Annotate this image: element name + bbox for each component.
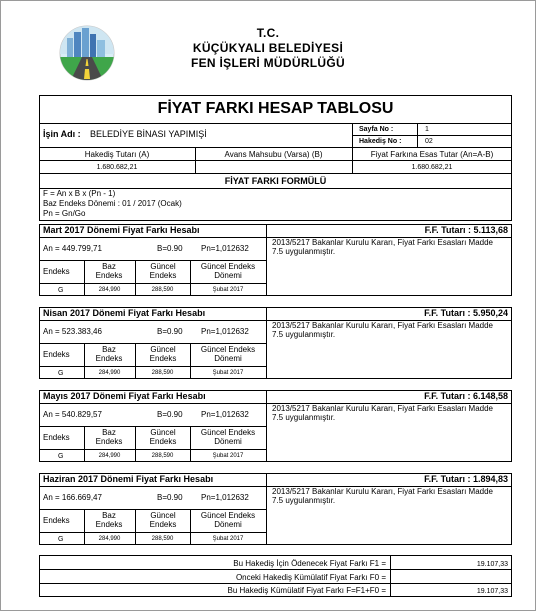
esas-tutar-value: 1.680.682,21 [411, 164, 453, 171]
col-guncel-endeks: Güncel Endeks [149, 511, 177, 529]
guncel-endeks-value: 288,590 [151, 287, 174, 293]
col-endeks: Endeks [43, 433, 70, 442]
page-title: FİYAT FARKI HESAP TABLOSU [157, 100, 394, 117]
col-baz-endeks: Baz Endeks [95, 428, 123, 446]
avans-mahsubu-label: Avans Mahsubu (Varsa) (B) [224, 150, 323, 159]
col-guncel-endeks: Güncel Endeks [149, 262, 177, 280]
col-guncel-endeks: Güncel Endeks [149, 345, 177, 363]
period-title: Nisan 2017 Dönemi Fiyat Farkı Hesabı [43, 308, 206, 318]
period-note: 2013/5217 Bakanlar Kurulu Kararı, Fiyat Farkı Esasları Madde 7.5 uygulanmıştır. [272, 404, 493, 422]
guncel-donem-value: Şubat 2017 [212, 370, 244, 376]
esas-tutar-label: Fiyat Farkına Esas Tutar (An=A-B) [370, 150, 494, 159]
baz-endeks-value: 284,990 [98, 536, 121, 542]
period-b-value: B=0.90 [157, 493, 183, 502]
col-baz-endeks: Baz Endeks [95, 345, 123, 363]
formula-line1: F = An x B x (Pn - 1) [43, 189, 116, 198]
guncel-endeks-value: 288,590 [151, 370, 174, 376]
col-endeks: Endeks [43, 516, 70, 525]
period-note: 2013/5217 Bakanlar Kurulu Kararı, Fiyat Farkı Esasları Madde 7.5 uygulanmıştır. [272, 238, 493, 256]
baz-endeks-value: 284,990 [98, 370, 121, 376]
guncel-donem-value: Şubat 2017 [212, 536, 244, 542]
page-number-value: 1 [425, 126, 429, 133]
guncel-donem-value: Şubat 2017 [212, 453, 244, 459]
period-ff-amount: F.F. Tutarı : 5.950,24 [424, 308, 508, 318]
period-ff-amount: F.F. Tutarı : 1.894,83 [424, 474, 508, 484]
period-an-value: An = 540.829,57 [43, 410, 102, 419]
period-title: Haziran 2017 Dönemi Fiyat Farkı Hesabı [43, 474, 214, 484]
col-guncel-donemi: Güncel Endeks Dönemi [200, 262, 256, 280]
col-endeks: Endeks [43, 267, 70, 276]
period-ff-amount: F.F. Tutarı : 5.113,68 [424, 225, 508, 235]
col-baz-endeks: Baz Endeks [95, 262, 123, 280]
period-title: Mayıs 2017 Dönemi Fiyat Farkı Hesabı [43, 391, 206, 401]
formula-title: FİYAT FARKI FORMÜLÜ [224, 176, 327, 186]
col-endeks: Endeks [43, 350, 70, 359]
col-baz-endeks: Baz Endeks [95, 511, 123, 529]
job-label: İşin Adı : [43, 129, 81, 139]
col-guncel-endeks: Güncel Endeks [149, 428, 177, 446]
period-an-value: An = 523.383,46 [43, 327, 102, 336]
guncel-endeks-value: 288,590 [151, 536, 174, 542]
progress-number-value: 02 [425, 138, 433, 145]
header-line3: FEN İŞLERİ MÜDÜRLÜĞÜ [191, 56, 345, 70]
period-b-value: B=0.90 [157, 244, 183, 253]
formula-line3: Pn = Gn/Go [43, 209, 86, 218]
row-g-label: G [58, 453, 64, 460]
header-line1: T.C. [256, 26, 280, 40]
total-f0-label: Onceki Hakediş Kümülatif Fiyat Farkı F0 = [235, 573, 386, 582]
hakedis-tutari-value: 1.680.682,21 [96, 164, 138, 171]
period-pn-value: Pn=1,012632 [201, 493, 249, 502]
guncel-donem-value: Şubat 2017 [212, 287, 244, 293]
baz-endeks-value: 284,990 [98, 287, 121, 293]
row-g-label: G [58, 370, 64, 377]
col-guncel-donemi: Güncel Endeks Dönemi [200, 511, 256, 529]
col-guncel-donemi: Güncel Endeks Dönemi [200, 428, 256, 446]
hakedis-tutari-label: Hakediş Tutarı (A) [84, 150, 150, 159]
total-f-label: Bu Hakediş Kümülatif Fiyat Farkı F=F1+F0 = [227, 586, 386, 595]
total-f1-value: 19.107,33 [476, 561, 508, 568]
period-title: Mart 2017 Dönemi Fiyat Farkı Hesabı [43, 225, 200, 235]
guncel-endeks-value: 288,590 [151, 453, 174, 459]
total-f1-label: Bu Hakediş İçin Ödenecek Fiyat Farkı F1 = [233, 559, 386, 568]
row-g-label: G [58, 287, 64, 294]
period-pn-value: Pn=1,012632 [201, 327, 249, 336]
period-pn-value: Pn=1,012632 [201, 244, 249, 253]
period-b-value: B=0.90 [157, 327, 183, 336]
job-name: BELEDİYE BİNASI YAPIMIŞİ [90, 129, 207, 139]
baz-endeks-value: 284,990 [98, 453, 121, 459]
col-guncel-donemi: Güncel Endeks Dönemi [200, 345, 256, 363]
period-note: 2013/5217 Bakanlar Kurulu Kararı, Fiyat Farkı Esasları Madde 7.5 uygulanmıştır. [272, 487, 493, 505]
header-line2: KÜÇÜKYALI BELEDİYESİ [192, 41, 344, 55]
page-number-label: Sayfa No : [359, 126, 394, 133]
formula-line2: Baz Endeks Dönemi : 01 / 2017 (Ocak) [43, 199, 182, 208]
period-an-value: An = 449.799,71 [43, 244, 102, 253]
period-note: 2013/5217 Bakanlar Kurulu Kararı, Fiyat Farkı Esasları Madde 7.5 uygulanmıştır. [272, 321, 493, 339]
period-b-value: B=0.90 [157, 410, 183, 419]
period-pn-value: Pn=1,012632 [201, 410, 249, 419]
progress-number-label: Hakediş No : [359, 138, 402, 145]
row-g-label: G [58, 536, 64, 543]
total-f-value: 19.107,33 [476, 588, 508, 595]
period-ff-amount: F.F. Tutarı : 6.148,58 [424, 391, 508, 401]
period-an-value: An = 166.669,47 [43, 493, 102, 502]
